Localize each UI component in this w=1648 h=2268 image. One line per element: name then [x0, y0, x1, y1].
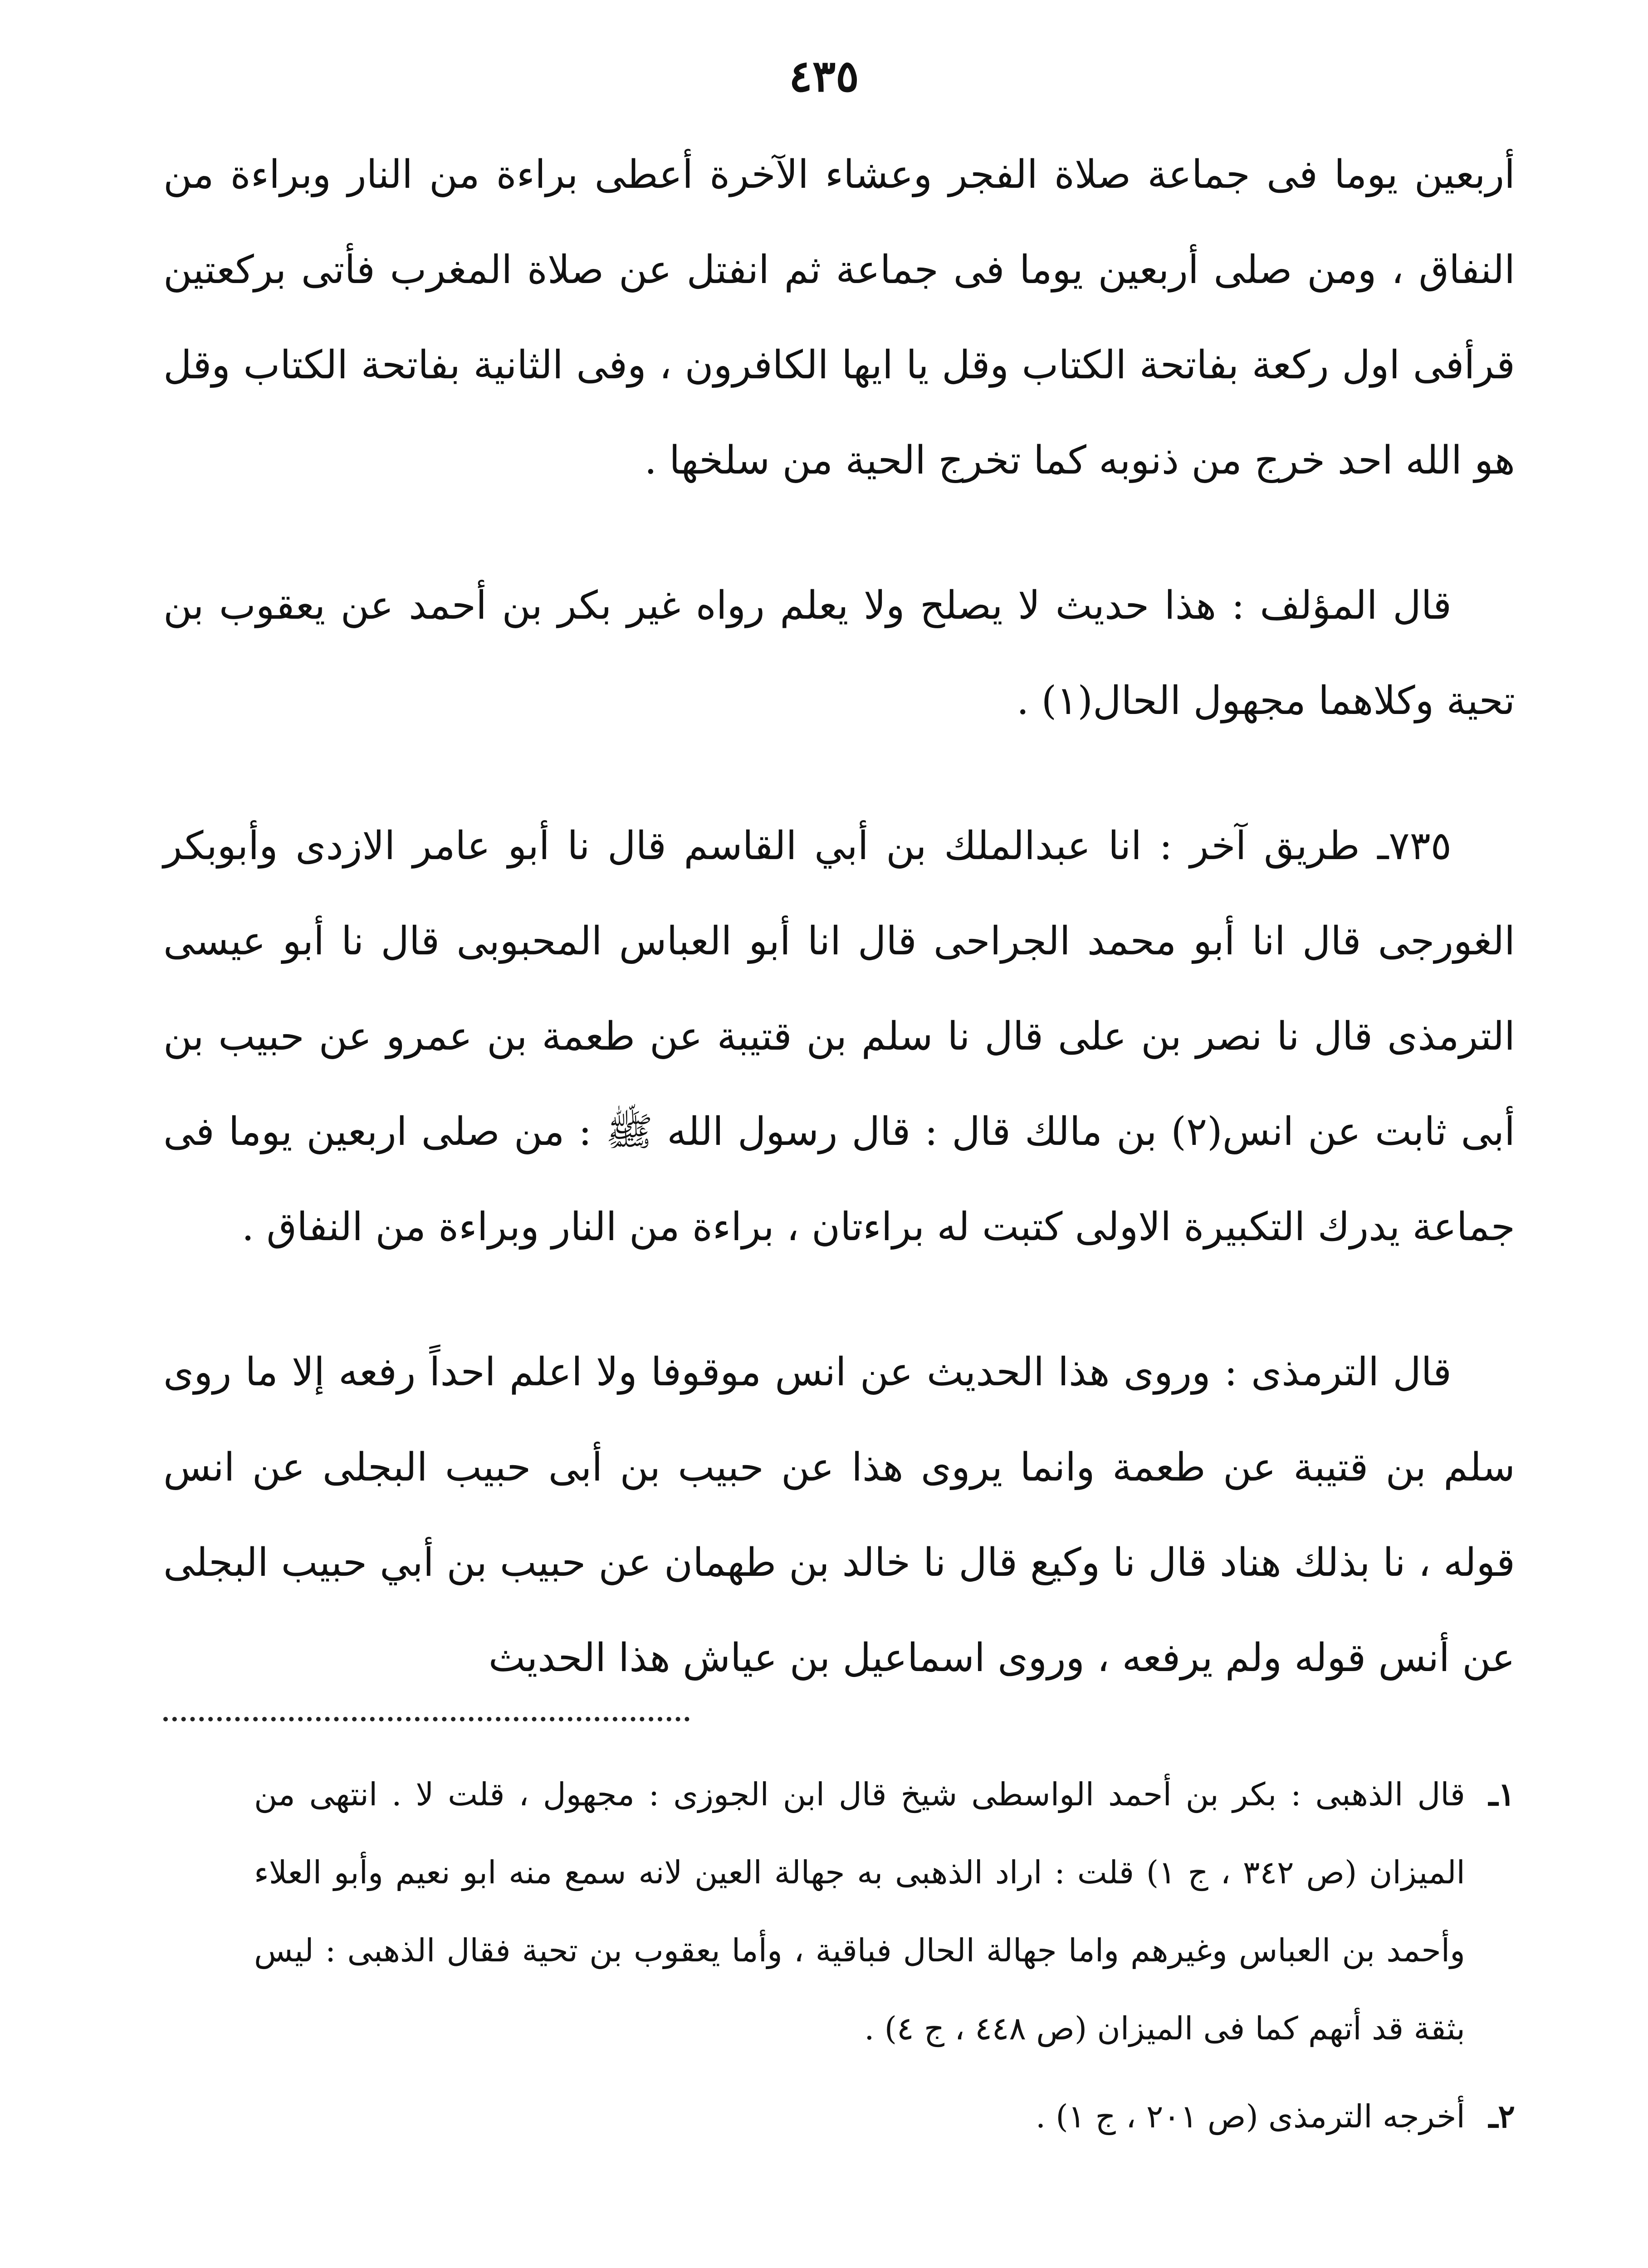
- paragraph-1: أربعين يوما فى جماعة صلاة الفجر وعشاء الآخرة أعطى براءة من النار وبراءة من النفاق ، ومن صلى أربعين يوما فى جماعة ثم انفتل عن صلاة المغرب فأتى بركعتين قرأفى اول ركعة بفاتحة الكتاب وقل يا ايها الكافرون ، وفى الثانية بفاتحة الكتاب وقل هو الله احد خرج من ذنوبه كما تخرج الحية من سلخها .: [163, 152, 1515, 483]
- paragraph-spacer: [163, 508, 1515, 558]
- footnote-number: ٢ـ: [1488, 2097, 1515, 2135]
- paragraph-4: قال الترمذى : وروى هذا الحديث عن انس موقوفا ولا اعلم احداً رفعه إلا ما روى سلم بن قتيبة عن طعمة وانما يروى هذا عن حبيب بن أبى حبيب البجلى عن انس قوله ، نا بذلك هناد قال نا وكيع قال نا خالد بن طهمان عن حبيب بن أبي حبيب البجلى عن أنس قوله ولم يرفعه ، وروى اسماعيل بن عياش هذا الحديث: [163, 1349, 1515, 1681]
- footnote-1: [254, 1755, 1515, 2068]
- footnote-separator: [163, 1717, 690, 1721]
- footnote-2: [254, 2077, 1515, 2156]
- main-text: [163, 127, 1515, 1706]
- footnote-number: ١ـ: [1488, 1775, 1515, 1813]
- paragraph-3: ٧٣٥ـ طريق آخر : انا عبدالملك بن أبي القاسم قال نا أبو عامر الازدى وأبوبكر الغورجى قال انا أبو محمد الجراحى قال انا أبو العباس المحبوبى قال نا أبو عيسى الترمذى قال نا نصر بن على قال نا سلم بن قتيبة عن طعمة بن عمرو عن حبيب بن أبى ثابت عن انس(٢) بن مالك قال : قال رسول الله ﷺ : من صلى اربعين يوما فى جماعة يدرك التكبيرة الاولى كتبت له براءتان ، براءة من النار وبراءة من النفاق .: [163, 823, 1515, 1250]
- paragraph-spacer: [163, 1275, 1515, 1325]
- footnotes: [254, 1755, 1515, 2165]
- paragraph-2: قال المؤلف : هذا حديث لا يصلح ولا يعلم رواه غير بكر بن أحمد عن يعقوب بن تحية وكلاهما مجهول الحال(١) .: [163, 583, 1515, 723]
- paragraph-spacer: [163, 748, 1515, 798]
- footnote-text: قال الذهبى : بكر بن أحمد الواسطى شيخ قال ابن الجوزى : مجهول ، قلت لا . انتهى من الميزان (ص ٣٤٢ ، ج ١) قلت : اراد الذهبى به جهالة العين لانه سمع منه ابو نعيم وأبو العلاء وأحمد بن العباس وغيرهم واما جهالة الحال فباقية ، وأما يعقوب بن تحية فقال الذهبى : ليس بثقة قد أتهم كما فى الميزان (ص ٤٤٨ ، ج ٤) .: [254, 1776, 1465, 2047]
- footnote-text: أخرجه الترمذى (ص ٢٠١ ، ج ١) .: [1035, 2098, 1465, 2135]
- page-number: ٤٣٥: [789, 50, 859, 102]
